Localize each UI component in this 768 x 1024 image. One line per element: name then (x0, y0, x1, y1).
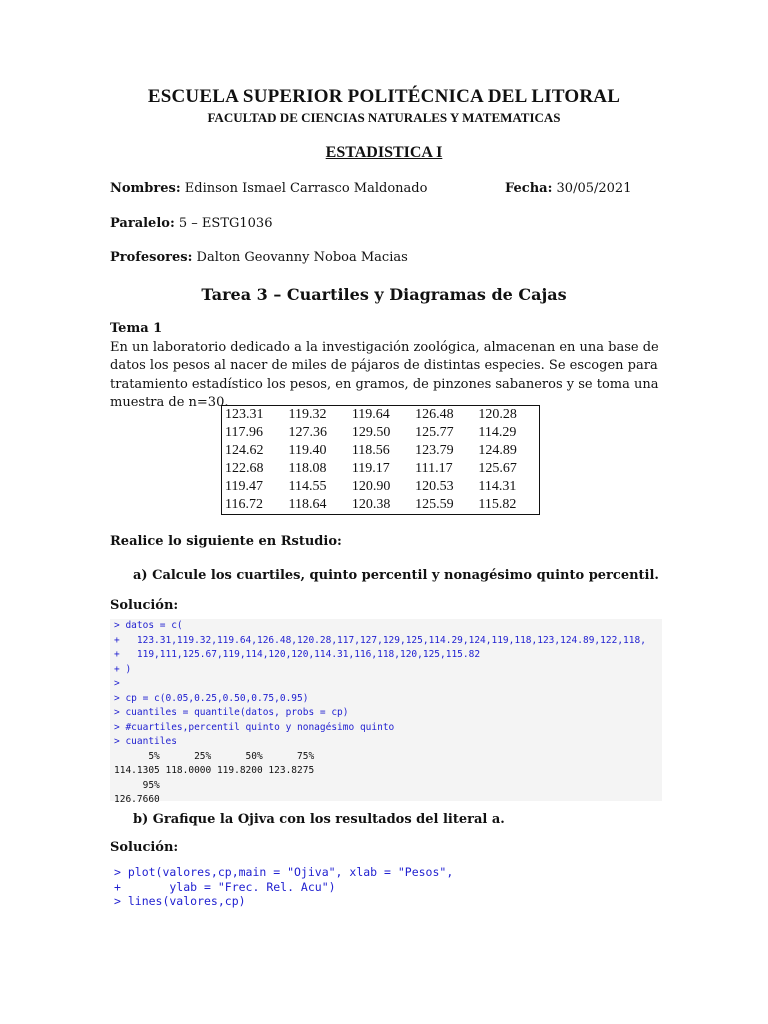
parallel-value: 5 – ESTG1036 (178, 216, 273, 231)
part-a-text: a) Calcule los cuartiles, quinto percentil y nonagésimo quinto percentil. (133, 568, 659, 583)
solution-label-a: Solución: (110, 598, 179, 613)
table-cell: 119.64 (351, 407, 390, 422)
names-value: Edinson Ismael Carrasco Maldonado (184, 181, 428, 196)
table-cell: 114.55 (288, 479, 327, 494)
table-row (222, 406, 540, 425)
table-row (222, 424, 540, 442)
faculty-title: FACULTAD DE CIENCIAS NATURALES Y MATEMATICAS (207, 110, 561, 125)
table-cell: 119.47 (225, 479, 263, 494)
table-cell: 129.50 (351, 425, 391, 440)
code-line: > datos = c( (114, 620, 183, 631)
table-cell: 120.53 (415, 479, 454, 494)
part-b-text: b) Grafique la Ojiva con los resultados del literal a. (133, 812, 505, 827)
table-cell: 127.36 (288, 425, 328, 440)
table-cell: 120.90 (351, 479, 391, 494)
parallel-line (110, 216, 272, 231)
professors-value: Dalton Geovanny Noboa Macias (196, 250, 408, 265)
table-cell: 118.56 (351, 443, 390, 458)
table-row (222, 478, 540, 496)
table-cell: 118.08 (288, 461, 327, 476)
code-line: > #cuartiles,percentil quinto y nonagésimo quinto (114, 721, 395, 733)
table-cell: 125.77 (415, 425, 454, 440)
table-cell: 125.67 (478, 461, 517, 476)
table-cell: 119.17 (351, 461, 390, 476)
course-title: ESTADISTICA I (325, 144, 443, 161)
date-label: Fecha: (505, 181, 553, 196)
code-line: > (114, 678, 120, 689)
table-cell: 126.48 (415, 407, 454, 422)
weights-table (221, 405, 540, 515)
code-block-a (110, 619, 662, 805)
instruction-text: Realice lo siguiente en Rstudio: (110, 534, 342, 549)
table-row (222, 496, 540, 515)
table-cell: 122.68 (225, 461, 264, 476)
code-line: + 123.31,119.32,119.64,126.48,120.28,117,127,129,125,114.29,124,119,118,123,124.89,122,118, (114, 634, 646, 646)
date-line (505, 181, 631, 196)
table-cell: 120.28 (478, 407, 517, 422)
names-line (110, 181, 427, 196)
code-line: > cp = c(0.05,0.25,0.50,0.75,0.95) (114, 692, 309, 704)
tema-text: En un laboratorio dedicado a la investigación zoológica, almacenan en una base de datos los pesos al nacer de miles de pájaros de distintas especies. Se escogen para tratamiento estadístico los pesos, en gramos, de pinzones sabaneros y se toma una muestra de n=30. (110, 339, 659, 410)
table-cell: 125.59 (415, 497, 454, 512)
professors-label: Profesores: (110, 250, 193, 265)
code-output-line: 5% 25% 50% 75% (114, 750, 315, 762)
table-cell: 114.31 (478, 479, 517, 494)
table-cell: 123.79 (415, 443, 454, 458)
professors-line (110, 250, 408, 265)
table-cell: 120.38 (351, 497, 391, 512)
table-row (222, 460, 540, 478)
code-line: + 119,111,125.67,119,114,120,120,114.31,116,118,120,125,115.82 (114, 649, 481, 660)
code-line: > plot(valores,cp,main = "Ojiva", xlab = "Pesos", (114, 865, 454, 879)
code-line: > cuantiles = quantile(datos, probs = cp) (114, 707, 349, 718)
table-cell: 118.64 (288, 497, 327, 512)
code-line: > lines(valores,cp) (114, 894, 246, 908)
parallel-label: Paralelo: (110, 216, 175, 231)
code-output-line: 114.1305 118.0000 119.8200 123.8275 (114, 765, 315, 776)
table-cell: 119.32 (288, 407, 327, 422)
institution-title: ESCUELA SUPERIOR POLITÉCNICA DEL LITORAL (147, 86, 621, 107)
code-line: + ) (114, 663, 132, 675)
tema-title: Tema 1 (110, 321, 163, 336)
code-line: + ylab = "Frec. Rel. Acu") (114, 879, 336, 894)
table-cell: 123.31 (225, 407, 264, 422)
code-block-b (110, 865, 662, 913)
tema-section (110, 320, 660, 413)
table-cell: 115.82 (478, 497, 517, 512)
table-cell: 117.96 (225, 425, 263, 440)
table-cell: 124.62 (225, 443, 264, 458)
date-value: 30/05/2021 (556, 181, 632, 196)
table-cell: 124.89 (478, 443, 517, 458)
code-output-line: 126.7660 (114, 794, 160, 805)
table-row (222, 442, 540, 460)
assignment-title: Tarea 3 – Cuartiles y Diagramas de Cajas (201, 285, 567, 304)
table-cell: 116.72 (225, 497, 263, 512)
code-line: > cuantiles (114, 736, 177, 747)
table-cell: 119.40 (288, 443, 327, 458)
names-label: Nombres: (110, 181, 181, 196)
code-output-line: 95% (114, 779, 160, 791)
solution-label-b: Solución: (110, 840, 179, 855)
table-cell: 114.29 (478, 425, 517, 440)
table-cell: 111.17 (415, 461, 453, 476)
